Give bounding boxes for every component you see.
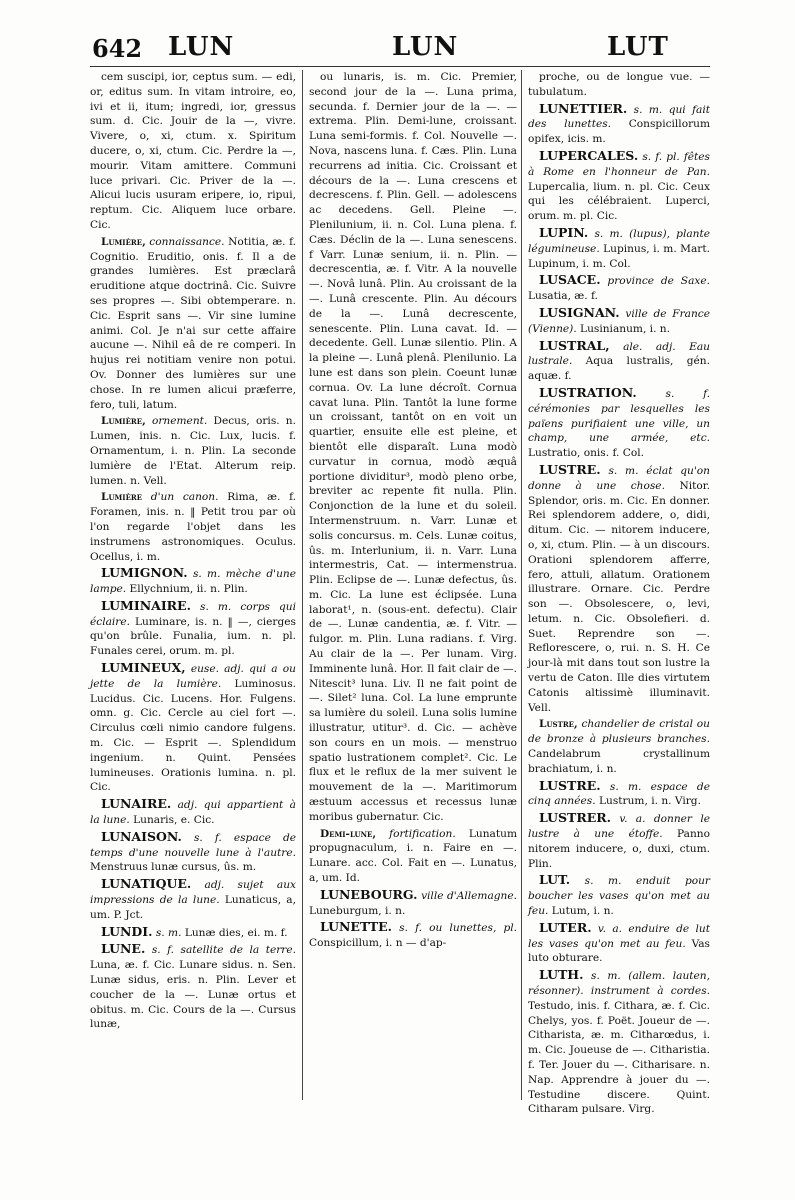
entry-headword: LUMIGNON. [101, 565, 188, 581]
dictionary-entry [309, 70, 517, 825]
entry-text: Conspicillorum opifex, icis. m. [528, 118, 711, 146]
entry-text: ou lunaris, is. m. Cic. Premier, second jour de la —. Luna prima, secunda. f. Dernier jour de la —. — extrema. Plin. Demi-lune, croissant. Luna semi-formis. f. Col. Nouvelle —. Nova, nascens luna. f. Cæs. Plin. Luna recurrens ad initia. Cic. Croissant et décours de la —. Luna crescens et decrescens. f. Plin. Gell. — adolescens ac decedens. Gell. Pleine —. Plenilunium, ii. n. Col. Luna plena. f. Cæs. Déclin de la —. Luna senescens. f Varr. Lunæ senium, ii. n. Plin. — decrescentia, æ. f. Vitr. A la nouvelle —. Novâ lunâ. Plin. Au croissant de la —. Lunâ crescente. Plin. Au décours de la —. Lunâ decrescente, senescente. Plin. Luna cavat. Id. — decedente. Gell. Lunæ silentio. Plin. A la pleine —. Lunâ plenâ. Plenilunio. La lune est dans son plein. Coeunt lunæ cornua. Ov. La lune décroît. Cornua cavat luna. Plin. Tantôt la lune forme un croissant, tantôt on en voit un quartier, ensuite elle est pleine, et bientôt elle disparaît. Luna modò curvatur in cornua, modò æquâ portione dividitur³, modò pleno orbe, breviter ac repente fit nulla. Plin. Conjonction de la lune et du soleil. Intermenstruum. n. Varr. Lunæ et solis concursus. m. Cels. Lunæ coitus, ûs. m. Interlunium, ii. n. Varr. Luna intermestris, Cat. — intermenstrua. Plin. Eclipse de —. Lunæ defectus, ûs. m. Cic. La lune est éclipsée. Luna laborat¹, n. (sous-ent. defectu). Clair de —. Lunæ candentia, æ. f. Vitr. — fulgor. m. Plin. Luna radians. f. Virg. Au clair de la —. Per lunam. Virg. Imminente lunâ. Hor. Il fait clair de —. Nitescit³ luna. Liv. Il ne fait point de —. Silet² luna. Col. La lune emprunte sa lumière du soleil. Luna solis lumine illustratur, utitur³. d. Cic. — achève son cours en un mois. — menstruo spatio lustrationem complet². Cic. Le flux et le reflux de la mer suivent le mouvement de la —. Maritimorum æstuum accessus et recessus lunæ moribus gubernatur. Cic. [309, 71, 517, 823]
entry-text: Aqua lustralis, gén. aquæ. f. [528, 355, 710, 383]
dictionary-entry [528, 811, 710, 871]
entry-text: Lupercalia, lium. n. pl. Cic. Ceux qui les célébraient. Luperci, orum. m. pl. Cic. [528, 180, 710, 223]
entry-headword: LUNDI. [101, 923, 153, 939]
entry-headword: LUSTRE. [539, 461, 601, 477]
entry-definition: v. a. enduire de lut les vases qu'on met au feu. [528, 922, 710, 950]
entry-text: Luminare, is. n. ‖ —, cierges qu'on brûle. Funalia, ium. n. pl. Funales cerei, orum. m. pl. [90, 615, 296, 658]
entry-headword: LUNE. [101, 941, 146, 957]
entry-definition: s. f. espace de temps d'une nouvelle lune à l'autre. [90, 831, 296, 859]
entry-definition: ville de France (Vienne). [528, 307, 710, 335]
header-headword-center: LUN [392, 32, 459, 62]
dictionary-entry [528, 306, 710, 337]
entry-text: Lunatum propugnaculum, i. n. Faire en —. Lunare. acc. Col. Fait en —. Lunatus, a, um. Id. [309, 827, 517, 885]
dictionary-entry [528, 463, 710, 716]
entry-definition: s. m. espace de cinq années. [528, 780, 710, 808]
column-divider [521, 70, 522, 1100]
dictionary-entry [90, 830, 296, 875]
entry-text: proche, ou de longue vue. — tubulatum. [528, 71, 710, 98]
entry-headword: LUMINAIRE. [101, 597, 191, 613]
entry-definition: s. f. pl. fêtes à Rome en l'honneur de Pan. [528, 150, 710, 178]
entry-headword: LUNETTE. [320, 919, 392, 935]
entry-text: Lunaticus, a, um. P. Jct. [90, 894, 296, 921]
entry-text: Candelabrum crystallinum brachiatum, i. n. [528, 748, 710, 775]
entry-definition: province de Saxe. [607, 275, 710, 288]
dictionary-entry [528, 968, 710, 1117]
entry-text: Luna, æ. f. Cic. Lunare sidus. n. Sen. Lunæ sidus, eris. n. Plin. Lever et coucher de la —. Lunæ ortus et obitus. m. Cic. Cours de la —. Cursus lunæ, [90, 959, 296, 1031]
entry-definition: chandelier de cristal ou de bronze à plusieurs branches. [528, 718, 710, 746]
entry-definition: s. m. mèche d'une lampe. [90, 568, 296, 596]
dictionary-entry [90, 235, 296, 413]
entry-definition: v. a. donner le lustre à une étoffe. [528, 813, 710, 841]
dictionary-entry [528, 386, 710, 461]
entry-definition: euse. adj. qui a ou jette de la lumière. [90, 663, 296, 690]
entry-headword: Lumière [101, 491, 143, 504]
entry-headword: LUMINEUX, [101, 660, 186, 676]
entry-definition: fortification. [389, 827, 456, 840]
column-left [90, 70, 296, 1100]
entry-headword: LUNATIQUE. [101, 876, 192, 892]
entry-definition: s. m. [155, 926, 182, 939]
entry-definition: ale. adj. Eau lustrale. [528, 340, 710, 368]
column-divider [302, 70, 303, 1100]
dictionary-entry [309, 827, 517, 886]
entry-text: Nitor. Splendor, oris. m. Cic. En donner. Rei splendorem addere, o, didi, ditum. Cic. — nitorem inducere, o, xi, ctum. Plin. — à un discours. Orationi splendorem afferre, fero, attuli, allatum. Orationem illustrare. Ornare. Cic. Perdre son —. Obsolescere, o, levi, letum. n. Cic. Obsolefieri. d. Suet. Reprendre son —. Reflorescere, o, rui. n. S. H. Ce jour-là mit dans tout son lustre la vertu de Caton. Ille dies virtutem Catonis altissimè illuminavit. Vell. [528, 479, 710, 714]
dictionary-entry [90, 566, 296, 597]
dictionary-entry [309, 920, 517, 951]
entry-definition: adj. qui appartient à la lune. [90, 799, 296, 827]
column-right [528, 70, 711, 1116]
dictionary-entry [528, 102, 710, 147]
entry-text: Lupinus, i. m. Mart. Lupinum, i. m. Col. [528, 242, 710, 270]
entry-headword: Lumière, [101, 235, 146, 248]
running-header [0, 30, 795, 70]
entry-headword: LUNAISON. [101, 828, 182, 844]
entry-headword: LUPERCALES. [539, 147, 639, 163]
entry-definition: s. f. ou lunettes, pl. [399, 922, 517, 935]
entry-text: Menstruus lunæ cursus, ûs. m. [90, 861, 257, 874]
entry-headword: Demi-lune, [320, 827, 377, 840]
entry-headword: LUTH. [539, 967, 584, 983]
entry-headword: LUNETTIER. [539, 100, 628, 116]
entry-headword: LUNEBOURG. [320, 886, 418, 902]
entry-definition: s. m. éclat qu'on donne à une chose. [528, 464, 710, 492]
entry-text: Ellychnium, ii. n. Plin. [129, 583, 248, 596]
entry-headword: Lustre, [539, 718, 578, 731]
entry-text: Lunaris, e. Cic. [133, 814, 215, 827]
entry-text: Luminosus. Lucidus. Cic. Lucens. Hor. Fulgens. omn. g. Cic. Cercle au ciel fort —. Circulus cœli nimio candore fulgens. m. Cic. — Esprit —. Splendidum ingenium. n. Quint. Pensées lumineuses. Orationis lumina. n. pl. Cic. [90, 677, 296, 794]
dictionary-entry [528, 273, 710, 304]
entry-definition: s. m. qui fait des lunettes. [528, 103, 710, 131]
dictionary-entry [528, 70, 710, 100]
entry-text: cem suscipi, ior, ceptus sum. — edi, or, editus sum. In vitam introire, eo, ivi et ii, itum; ingredi, ior, gressus sum. d. Cic. Jouir de la —, vivre. Vivere, o, xi, ctum. x. Spiritum ducere, o, xi, ctum. Cic. Perdre la —, mourir. Vitam amittere. Communi luce privari. Cic. Priver de la —. Alicui lucis usuram eripere, io, ripui, reptum. Cic. Aliquem luce orbare. Cic. [90, 71, 296, 231]
entry-headword: LUSTRE. [539, 777, 601, 793]
entry-headword: LUTER. [539, 919, 592, 935]
entry-definition: adj. sujet aux impressions de la lune. [90, 879, 296, 907]
entry-definition: s. m. corps qui éclaire. [90, 600, 297, 628]
entry-text: Rima, æ. f. Foramen, inis. n. ‖ Petit trou par où l'on regarde l'objet dans les instrumens astronomiques. Oculus. Ocellus, i. m. [90, 491, 296, 563]
entry-headword: LUSIGNAN. [539, 304, 620, 320]
entry-definition: s. f. cérémonies par lesquelles les païens purifiaient une ville, un champ, une armée, etc. [528, 387, 710, 445]
entry-text: Testudo, inis. f. Cithara, æ. f. Cic. Chelys, yos. f. Poët. Joueur de —. Citharista, æ. m. Citharœdus, i. m. Cic. Joueuse de —. Citharistia. f. Ter. Jouer du —. Citharisare. n. Nap. Apprendre à jouer du —. Testudine discere. Quint. Citharam pulsare. Virg. [528, 999, 710, 1116]
dictionary-entry [528, 339, 710, 384]
entry-headword: LUSTRER. [539, 810, 611, 826]
dictionary-entry [528, 717, 710, 776]
dictionary-entry [90, 797, 296, 828]
dictionary-entry [528, 226, 710, 271]
entry-text: Lusatia, æ. f. [528, 290, 598, 303]
dictionary-entry [90, 490, 296, 564]
dictionary-entry [90, 925, 296, 941]
dictionary-entry [90, 942, 296, 1032]
entry-text: Lusinianum, i. n. [580, 322, 670, 335]
entry-definition: d'un canon. [150, 491, 219, 504]
entry-definition: s. m. (lupus), plante légumineuse. [528, 227, 711, 255]
header-headword-right: LUT [607, 32, 669, 62]
entry-headword: LUT. [539, 872, 571, 888]
entry-text: Lustratio, onis. f. Col. [528, 447, 644, 460]
dictionary-entry [528, 779, 710, 810]
entry-text: Conspicillum, i. n — d'ap- [309, 937, 447, 950]
entry-headword: LUSTRATION. [539, 384, 637, 400]
entry-text: Luneburgum, i. n. [309, 904, 406, 917]
entry-text: Decus, oris. n. Lumen, inis. n. Cic. Lux, lucis. f. Ornamentum, i. n. Plin. La seconde lumière de l'Etat. Alterum reip. lumen. n. Vell. [90, 415, 296, 487]
column-middle [309, 70, 517, 1100]
dictionary-entry [528, 921, 710, 966]
entry-text: Notitia, æ. f. Cognitio. Eruditio, onis. f. Il a de grandes lumières. Est præclarâ eruditione atque doctrinâ. Cic. Suivre ses propres —. Sibi obtemperare. n. Cic. Esprit sans —. Vir sine lumine animi. Col. Je n'ai sur cette affaire aucune —. Nihil eâ de re comperi. In hujus rei notitiam venire non potui. Ov. Donner des lumières sur une chose. In re lumen alicui præferre, fero, tuli, latum. [90, 235, 296, 411]
dictionary-entry [90, 877, 296, 922]
entry-definition: s. m. (allem. lauten, résonner). instrument à cordes. [528, 970, 710, 998]
entry-definition: s. f. satellite de la terre. [151, 944, 296, 957]
entry-text: Panno nitorem inducere, o, duxi, ctum. Plin. [528, 828, 710, 870]
page-number: 642 [92, 34, 143, 63]
dictionary-entry [528, 149, 710, 224]
entry-text: Lustrum, i. n. Virg. [598, 795, 701, 808]
entry-definition: ornement. [151, 415, 208, 428]
entry-headword: LUPIN. [539, 224, 589, 240]
dictionary-entry [90, 661, 296, 795]
entry-headword: Lumière, [101, 415, 146, 428]
dictionary-entry [528, 873, 710, 918]
entry-definition: ville d'Allemagne. [421, 889, 517, 902]
entry-headword: LUSTRAL, [539, 337, 610, 353]
dictionary-entry [90, 414, 296, 488]
entry-text: Lunæ dies, ei. m. f. [184, 926, 288, 939]
entry-text: Vas luto obturare. [528, 937, 710, 965]
entry-headword: LUSACE. [539, 272, 601, 288]
entry-text: Lutum, i. n. [551, 905, 614, 918]
dictionary-entry [90, 599, 296, 659]
entry-definition: connaissance. [149, 235, 225, 248]
entry-headword: LUNAIRE. [101, 796, 172, 812]
entry-definition: s. m. enduit pour boucher les vases qu'on met au feu. [528, 875, 710, 918]
dictionary-entry [90, 70, 296, 233]
header-headword-left: LUN [168, 32, 235, 62]
dictionary-entry [309, 888, 517, 919]
header-rule [90, 66, 710, 67]
